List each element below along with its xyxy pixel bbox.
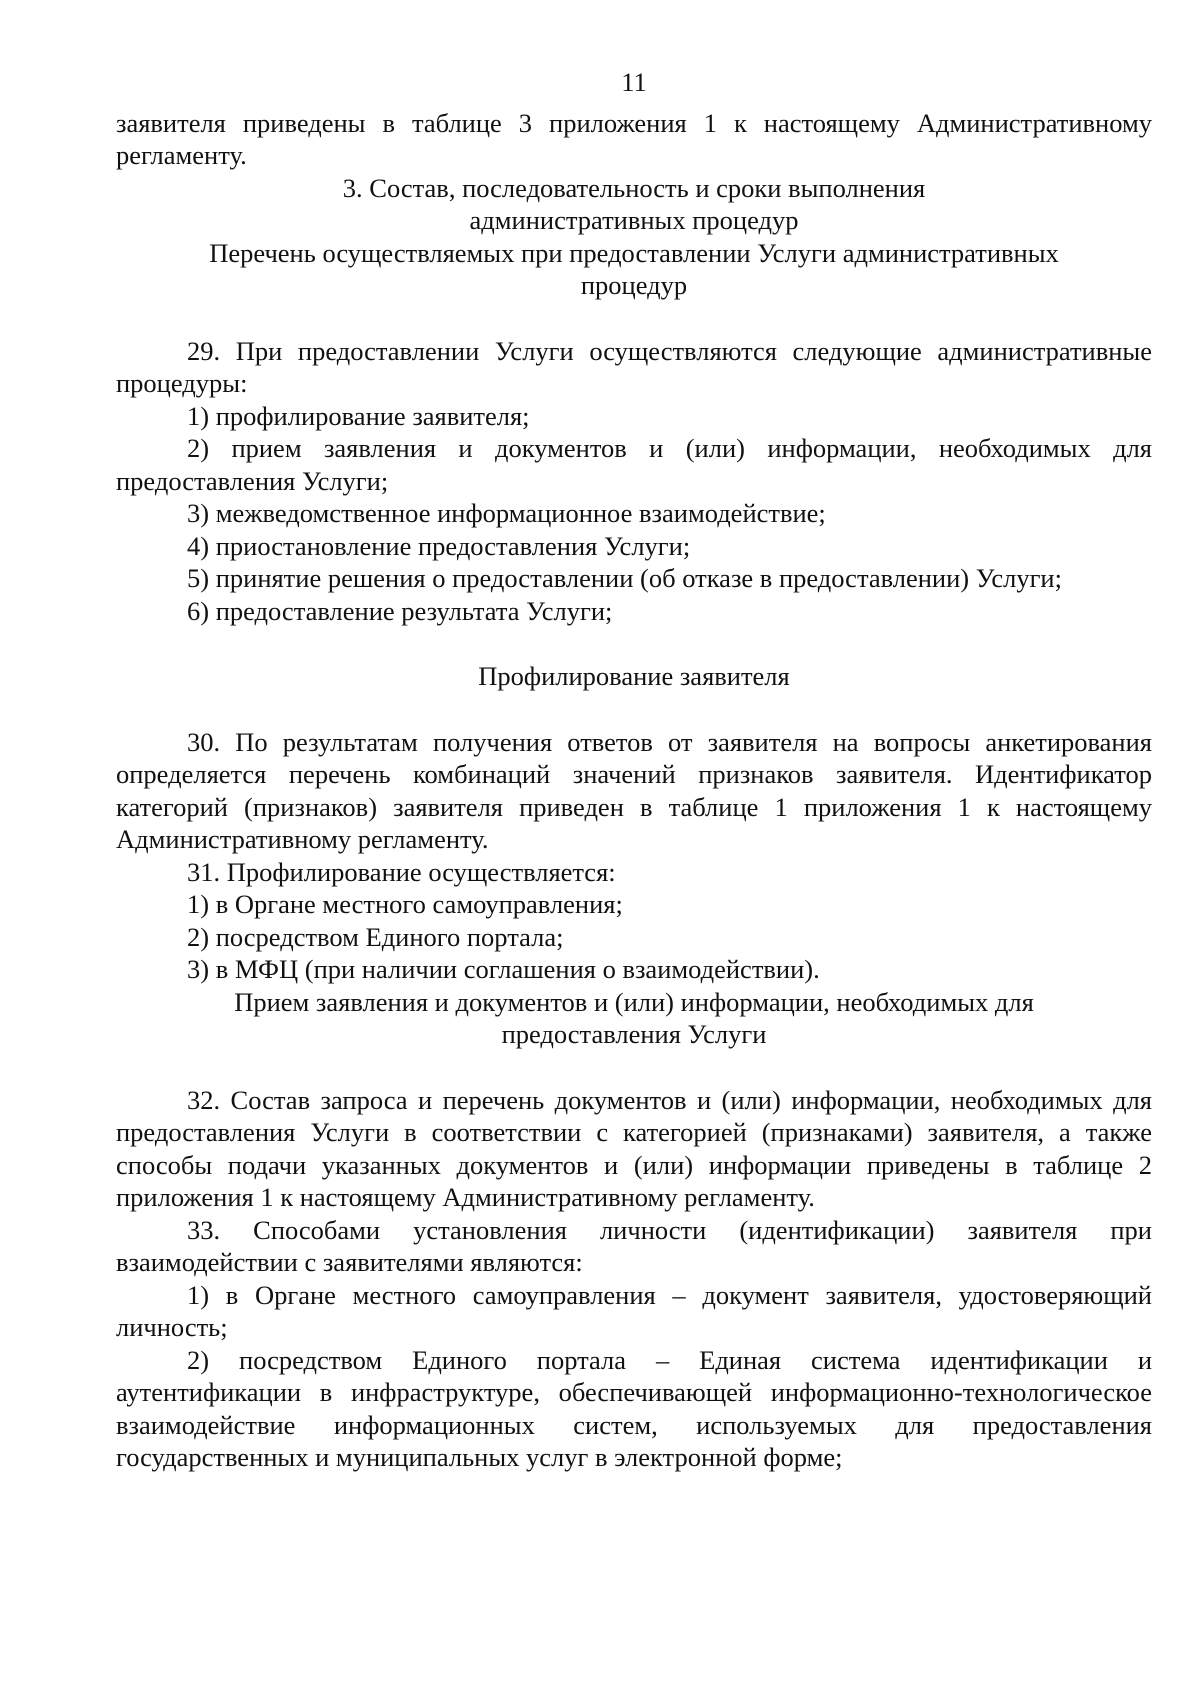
list-item: 6) предоставление результата Услуги; [187, 595, 613, 626]
list-item: 2) посредством Единого портала – Единая система идентификации и аутентификации в инфраструктуре, обеспечивающей информационно-технологическое взаимодействие информационных систем, используемых для предоставления государственных и муниципальных услуг в электронной форме; [116, 1344, 1152, 1472]
reception-heading: Прием заявления и документов и (или) информации, необходимых для предоставления Услуги [234, 986, 1034, 1049]
list-item: 3) в МФЦ (при наличии соглашения о взаимодействии). [187, 954, 820, 984]
list-item: 2) прием заявления и документов и (или) информации, необходимых для предоставления Услуги; [116, 433, 1152, 496]
paragraph-29: 29. При предоставлении Услуги осуществляются следующие административные процедуры: [116, 335, 1152, 398]
list-item: 1) в Органе местного самоуправления; [187, 889, 623, 919]
paragraph-32: 32. Состав запроса и перечень документов и (или) информации, необходимых для предоставления Услуги в соответствии с категорией (признаками) заявителя, а также способы подачи указанных документов и (или) информации приведены в таблице 2 приложения 1 к настоящему Административному регламенту. [116, 1084, 1152, 1212]
paragraph-33: 33. Способами установления личности (идентификации) заявителя при взаимодействии с заявителями являются: [116, 1214, 1152, 1277]
list-item: 4) приостановление предоставления Услуги; [187, 530, 691, 561]
section-3-heading: 3. Состав, последовательность и сроки выполнения административных процедур [342, 172, 926, 235]
list-item: 5) принятие решения о предоставлении (об отказе в предоставлении) Услуги; [187, 563, 1062, 593]
document-page [116, 66, 1152, 1474]
list-item: 1) в Органе местного самоуправления – документ заявителя, удостоверяющий личность; [116, 1279, 1152, 1342]
paragraph-continuation: заявителя приведены в таблице 3 приложения 1 к настоящему Административному регламенту. [116, 107, 1152, 170]
list-item: 3) межведомственное информационное взаимодействие; [187, 498, 826, 528]
paragraph-30: 30. По результатам получения ответов от заявителя на вопросы анкетирования определяется перечень комбинаций значений признаков заявителя. Идентификатор категорий (признаков) заявителя приведен в таблице 1 приложения 1 к настоящему Административному регламенту. [116, 726, 1152, 854]
list-item: 1) профилирование заявителя; [187, 400, 530, 431]
profiling-heading: Профилирование заявителя [478, 661, 790, 691]
page-number: 11 [621, 67, 647, 97]
list-item: 2) посредством Единого портала; [187, 921, 564, 952]
procedures-list-heading: Перечень осуществляемых при предоставлении Услуги административных процедур [209, 237, 1059, 300]
paragraph-31: 31. Профилирование осуществляется: [187, 856, 616, 887]
